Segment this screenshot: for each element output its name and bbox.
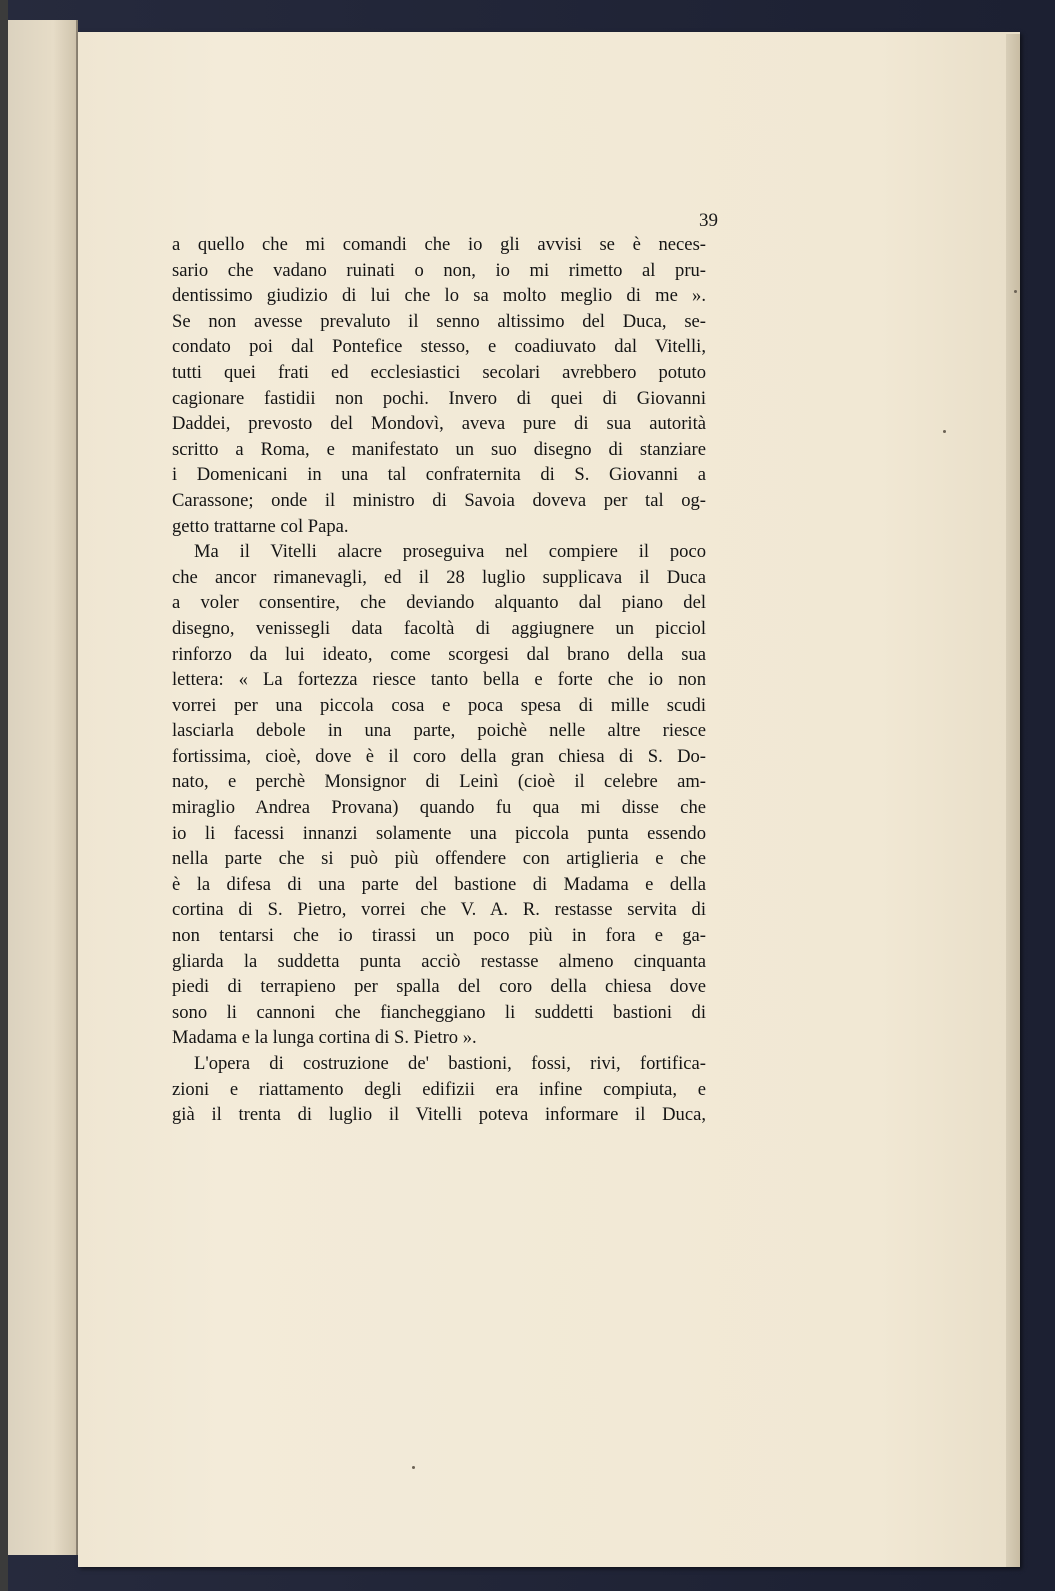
- text-line: a voler consentire, che deviando alquanto dal piano del: [172, 592, 706, 614]
- text-line: Madama e la lunga cortina di S. Pietro ».: [172, 1027, 477, 1049]
- page-stack-edge: [1006, 34, 1020, 1567]
- binding-edge: [0, 0, 8, 1591]
- text-line: Daddei, prevosto del Mondovì, aveva pure di sua autorità: [172, 413, 706, 435]
- text-line: io li facessi innanzi solamente una piccola punta essendo: [172, 822, 706, 844]
- text-line: Se non avesse prevaluto il senno altissimo del Duca, se-: [172, 310, 706, 332]
- text-line: scritto a Roma, e manifestato un suo disegno di stanziare: [172, 438, 706, 460]
- text-line: cagionare fastidii non pochi. Invero di quei di Giovanni: [172, 387, 706, 409]
- text-line: cortina di S. Pietro, vorrei che V. A. R. restasse servita di: [172, 899, 706, 921]
- text-line: miraglio Andrea Provana) quando fu qua mi disse che: [172, 797, 706, 819]
- text-line: nella parte che si può più offendere con artiglieria e che: [172, 848, 706, 870]
- paper-speck: [943, 430, 946, 433]
- text-line: condato poi dal Pontefice stesso, e coadiuvato dal Vitelli,: [172, 336, 706, 358]
- text-line: lettera: « La fortezza riesce tanto bella e forte che io non: [172, 669, 706, 691]
- text-line: lasciarla debole in una parte, poichè nelle altre riesce: [172, 720, 706, 742]
- text-line: gliarda la suddetta punta acciò restasse almeno cinquanta: [172, 950, 706, 972]
- text-line: getto trattarne col Papa.: [172, 515, 349, 537]
- text-line: tutti quei frati ed ecclesiastici secolari avrebbero potuto: [172, 361, 706, 383]
- page-number: 39: [699, 210, 718, 231]
- text-line: dentissimo giudizio di lui che lo sa molto meglio di me ».: [172, 285, 706, 307]
- text-line: vorrei per una piccola cosa e poca spesa di mille scudi: [172, 694, 706, 716]
- text-line: è la difesa di una parte del bastione di Madama e della: [172, 873, 706, 895]
- text-line: Carassone; onde il ministro di Savoia doveva per tal og-: [172, 489, 706, 511]
- text-line: nato, e perchè Monsignor di Leinì (cioè il celebre am-: [172, 771, 706, 793]
- text-line: a quello che mi comandi che io gli avvisi se è neces-: [172, 234, 706, 255]
- text-line: Ma il Vitelli alacre proseguiva nel compiere il poco: [194, 541, 706, 563]
- text-line: disegno, venissegli data facoltà di aggiugnere un picciol: [172, 617, 706, 639]
- paper-speck: [412, 1466, 415, 1469]
- text-line: piedi di terrapieno per spalla del coro della chiesa dove: [172, 976, 706, 998]
- text-line: fortissima, cioè, dove è il coro della gran chiesa di S. Do-: [172, 745, 706, 767]
- text-line: i Domenicani in una tal confraternita di S. Giovanni a: [172, 464, 706, 486]
- text-line: sono li cannoni che fiancheggiano li suddetti bastioni di: [172, 1001, 706, 1023]
- facing-page-edge: [0, 20, 78, 1555]
- text-line: L'opera di costruzione de' bastioni, fossi, rivi, fortifica-: [194, 1053, 706, 1074]
- text-line: non tentarsi che io tirassi un poco più in fora e ga-: [172, 925, 706, 947]
- text-line: sario che vadano ruinati o non, io mi rimetto al pru-: [172, 259, 706, 281]
- body-text: [172, 232, 706, 1128]
- text-line: rinforzo da lui ideato, come scorgesi dal brano della sua: [172, 643, 706, 665]
- text-line: già il trenta di luglio il Vitelli poteva informare il Duca,: [172, 1104, 706, 1126]
- text-line: che ancor rimanevagli, ed il 28 luglio supplicava il Duca: [172, 566, 706, 588]
- paper-speck: [1014, 290, 1017, 293]
- text-line: zioni e riattamento degli edifizii era infine compiuta, e: [172, 1078, 706, 1100]
